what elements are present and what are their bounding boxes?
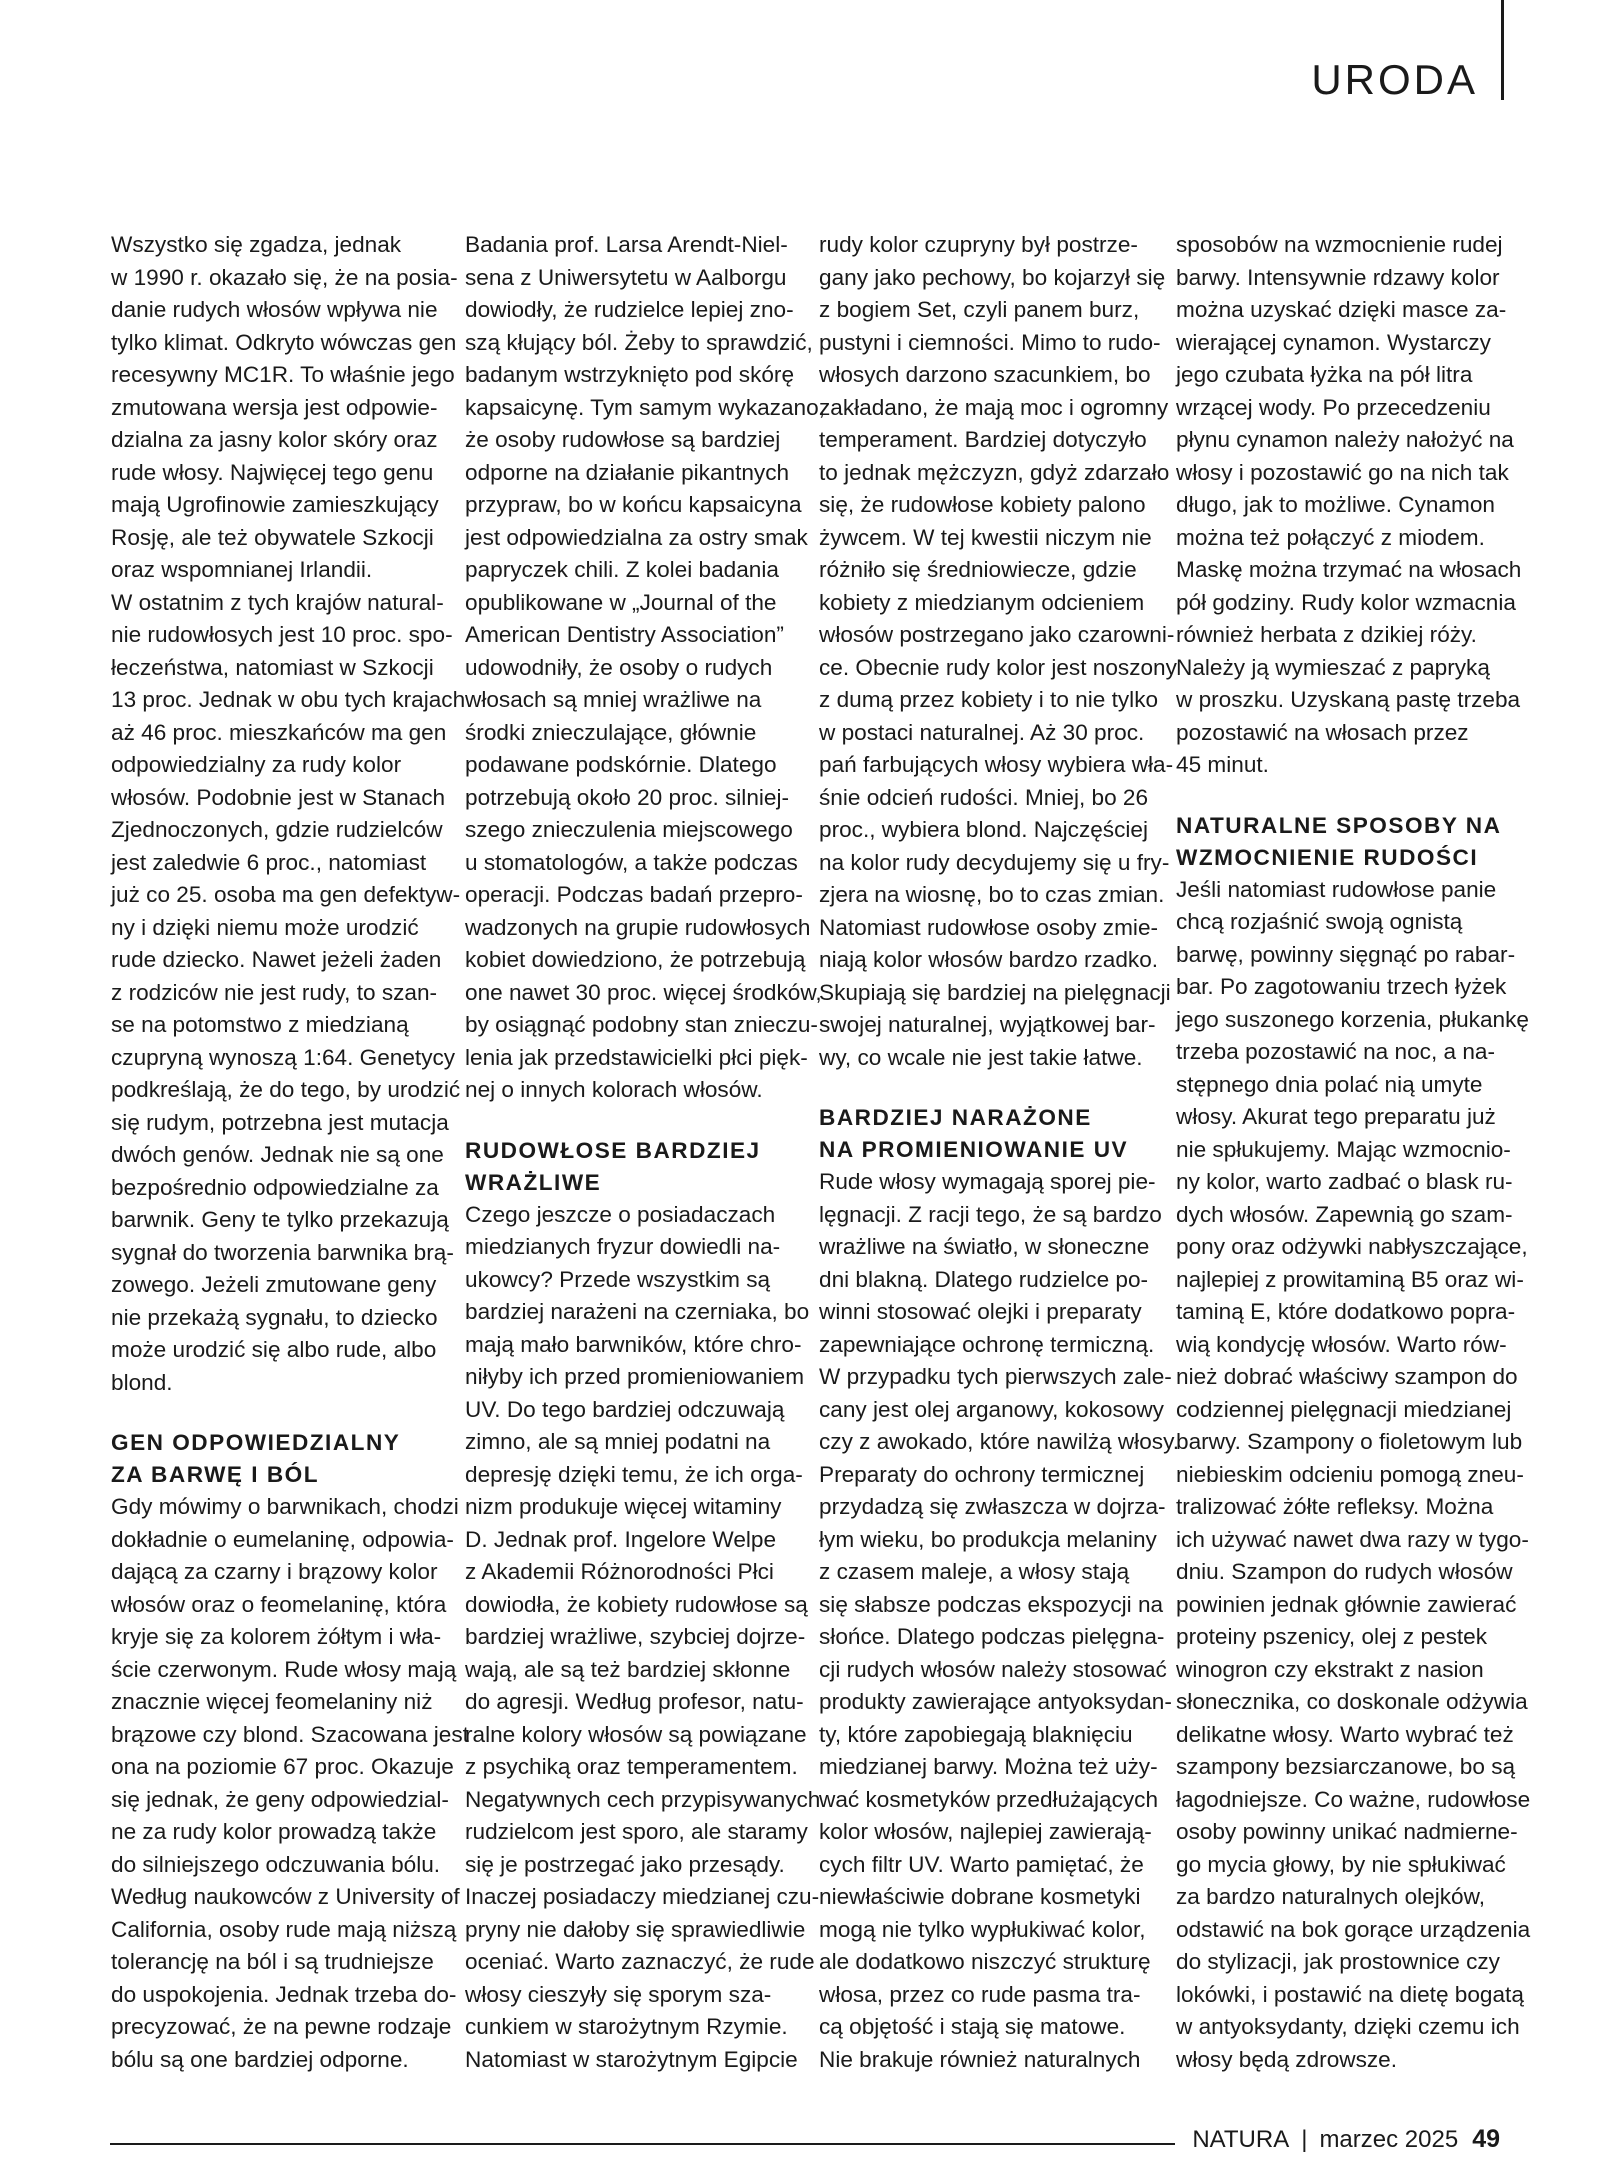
text-line: Nie brakuje również naturalnych bbox=[819, 2046, 1141, 2072]
text-line: dniu. Szampon do rudych włosów bbox=[1176, 1559, 1513, 1584]
text-line: z psychiką oraz temperamentem. bbox=[465, 1754, 798, 1779]
text-line: blond. bbox=[111, 1369, 173, 1395]
text-line: kobiety z miedzianym odcieniem bbox=[819, 589, 1145, 615]
text-line: czupryną wynoszą 1:64. Genetycy bbox=[111, 1044, 456, 1070]
text-line: W ostatnim z tych krajów natural- bbox=[111, 589, 444, 615]
text-line: 45 minut. bbox=[1176, 752, 1269, 777]
text-line: Według naukowców z University of bbox=[111, 1884, 460, 1909]
text-line: łagodniejsze. Co ważne, rudowłose bbox=[1176, 1786, 1531, 1812]
body-paragraph bbox=[819, 229, 1177, 1074]
text-line: wią kondycję włosów. Warto rów- bbox=[1176, 1331, 1507, 1357]
text-line: wadzonych na grupie rudowłosych bbox=[465, 914, 811, 940]
heading-line: GEN ODPOWIEDZIALNY bbox=[111, 1430, 401, 1455]
heading-line: NA PROMIENIOWANIE UV bbox=[819, 1137, 1129, 1162]
text-line: żywcem. W tej kwestii niczym nie bbox=[819, 524, 1152, 550]
text-line: ich używać nawet dwa razy w tygo- bbox=[1176, 1526, 1529, 1552]
text-line: mogą nie tylko wypłukiwać kolor, bbox=[819, 1916, 1146, 1942]
text-line: go mycia głowy, by nie spłukiwać bbox=[1176, 1851, 1506, 1877]
text-line: wrzącej wody. Po przecedzeniu bbox=[1176, 394, 1491, 420]
text-line: Rosję, ale też obywatele Szkocji bbox=[111, 524, 434, 550]
text-line: niają kolor włosów bardzo rzadko. bbox=[819, 947, 1159, 972]
text-line: proteiny pszenicy, olej z pestek bbox=[1176, 1624, 1488, 1649]
text-line: kolor włosów, najlepiej zawierają- bbox=[819, 1819, 1152, 1844]
text-line: D. Jednak prof. Ingelore Welpe bbox=[465, 1526, 777, 1552]
text-line: szampony bezsiarczanowe, bo są bbox=[1176, 1754, 1516, 1779]
text-line: w postaci naturalnej. Aż 30 proc. bbox=[819, 719, 1145, 745]
text-line: można uzyskać dzięki masce za- bbox=[1176, 297, 1507, 322]
text-line: można też połączyć z miodem. bbox=[1176, 524, 1485, 550]
text-line: ale dodatkowo niszczyć strukturę bbox=[819, 1949, 1151, 1974]
text-line: depresję dzięki temu, że ich orga- bbox=[465, 1461, 803, 1487]
text-line: przypraw, bo w końcu kapsaicyna bbox=[465, 492, 802, 517]
text-line: California, osoby rude mają niższą bbox=[111, 1916, 457, 1942]
text-line: zapewniające ochronę termiczną. bbox=[819, 1331, 1155, 1357]
text-line: się słabsze podczas ekspozycji na bbox=[819, 1591, 1164, 1617]
text-line: Gdy mówimy o barwnikach, chodzi bbox=[111, 1494, 459, 1519]
text-line: kobiet dowiedziono, że potrzebują bbox=[465, 947, 806, 972]
text-line: wierającej cynamon. Wystarczy bbox=[1176, 329, 1491, 355]
text-line: Preparaty do ochrony termicznej bbox=[819, 1461, 1145, 1487]
text-line: włosów oraz o feomelaninę, która bbox=[111, 1591, 447, 1617]
text-line: również herbata z dzikiej róży. bbox=[1176, 622, 1477, 647]
text-line: barwę, powinny sięgnąć po rabar- bbox=[1176, 941, 1516, 967]
text-line: recesywny MC1R. To właśnie jego bbox=[111, 362, 455, 387]
text-line: Wszystko się zgadza, jednak bbox=[111, 232, 402, 257]
text-line: włosa, przez co rude pasma tra- bbox=[819, 1981, 1141, 2007]
section-divider-rule bbox=[1501, 0, 1504, 100]
text-line: nej o innych kolorach włosów. bbox=[465, 1077, 763, 1102]
body-paragraph bbox=[1176, 229, 1522, 782]
text-line: włosy i pozostawić go na nich tak bbox=[1176, 459, 1509, 485]
text-line: stępnego dnia polać nią umyte bbox=[1176, 1071, 1483, 1097]
text-line: szą kłujący ból. Żeby to sprawdzić, bbox=[465, 329, 813, 355]
text-line: z dumą przez kobiety i to nie tylko bbox=[819, 687, 1159, 712]
text-line: że osoby rudowłose są bardziej bbox=[465, 427, 781, 452]
text-line: jest zaledwie 6 proc., natomiast bbox=[111, 849, 427, 875]
text-line: zimno, ale są mniej podatni na bbox=[465, 1429, 771, 1454]
section-label: URODA bbox=[1311, 56, 1478, 103]
text-line: dowiodły, że rudzielce lepiej zno- bbox=[465, 297, 794, 322]
text-line: cą objętość i stają się matowe. bbox=[819, 2014, 1126, 2039]
text-line: taminą E, które dodatkowo popra- bbox=[1176, 1299, 1516, 1324]
text-line: niebieskim odcieniu pomogą zneu- bbox=[1176, 1461, 1524, 1487]
text-line: delikatne włosy. Warto wybrać też bbox=[1176, 1721, 1514, 1747]
text-line: to jednak mężczyzn, gdyż zdarzało bbox=[819, 459, 1170, 485]
heading-line: WRAŻLIWE bbox=[465, 1169, 602, 1195]
text-line: Natomiast w starożytnym Egipcie bbox=[465, 2046, 798, 2072]
text-line: Czego jeszcze o posiadaczach bbox=[465, 1201, 776, 1227]
text-line: przydadzą się zwłaszcza w dojrza- bbox=[819, 1494, 1166, 1519]
text-line: rudzielcom jest sporo, ale staramy bbox=[465, 1819, 808, 1844]
text-line: chcą rozjaśnić swoją ognistą bbox=[1176, 909, 1463, 934]
text-line: ukowcy? Przede wszystkim są bbox=[465, 1266, 771, 1292]
text-line: ny kolor, warto zadbać o blask ru- bbox=[1176, 1169, 1513, 1194]
text-line: niewłaściwie dobrane kosmetyki bbox=[819, 1884, 1141, 1909]
text-line: włosów. Podobnie jest w Stanach bbox=[111, 784, 446, 810]
body-paragraph bbox=[1176, 874, 1531, 2077]
text-line: nież dobrać właściwy szampon do bbox=[1176, 1364, 1518, 1389]
text-line: one nawet 30 proc. więcej środków, bbox=[465, 979, 822, 1005]
text-line: bar. Po zagotowaniu trzech łyżek bbox=[1176, 974, 1507, 999]
article-column-1 bbox=[111, 229, 469, 2076]
text-line: powinien jednak głównie zawierać bbox=[1176, 1591, 1517, 1617]
issue-date: marzec 2025 bbox=[1319, 2126, 1459, 2153]
heading-line: BARDZIEJ NARAŻONE bbox=[819, 1105, 1092, 1130]
text-line: za bardzo naturalnych olejków, bbox=[1176, 1884, 1485, 1909]
text-line: kryje się za kolorem żółtym i wła- bbox=[111, 1624, 442, 1649]
text-line: podawane podskórnie. Dlatego bbox=[465, 752, 777, 777]
text-line: się, że rudowłose kobiety palono bbox=[819, 492, 1146, 517]
text-line: Skupiają się bardziej na pielęgnacji bbox=[819, 979, 1171, 1005]
text-line: barwy. Szampony o fioletowym lub bbox=[1176, 1429, 1523, 1454]
text-line: nie przekażą sygnału, to dziecko bbox=[111, 1304, 438, 1330]
text-line: odstawić na bok gorące urządzenia bbox=[1176, 1916, 1531, 1942]
text-line: precyzować, że na pewne rodzaje bbox=[111, 2014, 452, 2039]
text-line: słonecznika, co doskonale odżywia bbox=[1176, 1689, 1528, 1714]
text-line: rude dziecko. Nawet jeżeli żaden bbox=[111, 947, 442, 972]
text-line: badanym wstrzyknięto pod skórę bbox=[465, 362, 795, 387]
text-line: u stomatologów, a także podczas bbox=[465, 849, 798, 875]
text-line: jego suszonego korzenia, płukankę bbox=[1176, 1006, 1529, 1032]
text-line: do agresji. Według profesor, natu- bbox=[465, 1689, 804, 1714]
text-line: 13 proc. Jednak w obu tych krajach bbox=[111, 687, 466, 712]
text-line: do uspokojenia. Jednak trzeba do- bbox=[111, 1981, 457, 2007]
text-line: zakładano, że mają moc i ogromny bbox=[819, 394, 1169, 420]
text-line: nie rudowłosych jest 10 proc. spo- bbox=[111, 622, 453, 647]
text-line: temperament. Bardziej dotyczyło bbox=[819, 427, 1147, 452]
text-line: barwnik. Geny te tylko przekazują bbox=[111, 1207, 449, 1232]
text-line: wy, co wcale nie jest takie łatwe. bbox=[819, 1044, 1143, 1070]
body-paragraph bbox=[819, 1166, 1179, 2076]
text-line: Natomiast rudowłose osoby zmie- bbox=[819, 914, 1159, 940]
text-line: dzialna za jasny kolor skóry oraz bbox=[111, 427, 438, 452]
text-line: dokładnie o eumelaninę, odpowia- bbox=[111, 1526, 454, 1552]
text-line: łym wieku, bo produkcja melaniny bbox=[819, 1526, 1157, 1552]
text-line: ralne kolory włosów są powiązane bbox=[465, 1721, 807, 1747]
text-line: miedzianych fryzur dowiedli na- bbox=[465, 1234, 781, 1259]
text-line: miedzianej barwy. Można też uży- bbox=[819, 1754, 1158, 1779]
text-line: American Dentistry Association” bbox=[465, 622, 784, 647]
text-line: wają, ale są też bardziej skłonne bbox=[465, 1656, 791, 1682]
text-line: dych włosów. Zapewnią go szam- bbox=[1176, 1201, 1513, 1227]
heading-line: ZA BARWĘ I BÓL bbox=[111, 1462, 320, 1487]
text-line: włosach są mniej wrażliwe na bbox=[465, 687, 762, 712]
text-line: zmutowana wersja jest odpowie- bbox=[111, 394, 438, 420]
text-line: już co 25. osoba ma gen defektyw- bbox=[111, 882, 461, 907]
text-line: udowodniły, że osoby o rudych bbox=[465, 654, 773, 680]
text-line: bezpośrednio odpowiedzialne za bbox=[111, 1174, 439, 1200]
text-line: ście czerwonym. Rude włosy mają bbox=[111, 1656, 457, 1682]
text-line: ona na poziomie 67 proc. Okazuje bbox=[111, 1754, 454, 1779]
section-heading bbox=[1176, 810, 1502, 874]
text-line: Badania prof. Larsa Arendt-Niel- bbox=[465, 232, 788, 257]
text-line: bardziej narażeni na czerniaka, bo bbox=[465, 1299, 810, 1324]
text-line: włosów postrzegano jako czarowni- bbox=[819, 622, 1175, 647]
text-line: w antyoksydanty, dzięki czemu ich bbox=[1176, 2014, 1520, 2039]
text-line: dającą za czarny i brązowy kolor bbox=[111, 1559, 438, 1584]
text-line: trzeba pozostawić na noc, a na- bbox=[1176, 1039, 1496, 1064]
text-line: włosy. Akurat tego preparatu już bbox=[1176, 1104, 1496, 1129]
text-line: oraz wspomnianej Irlandii. bbox=[111, 557, 373, 582]
text-line: pustyni i ciemności. Mimo to rudo- bbox=[819, 329, 1161, 355]
text-line: bardziej wrażliwe, szybciej dojrze- bbox=[465, 1624, 806, 1649]
text-line: lenia jak przedstawicielki płci pięk- bbox=[465, 1044, 808, 1070]
text-line: podkreślają, że do tego, by urodzić bbox=[111, 1077, 461, 1102]
text-line: pryny nie dałoby się sprawiedliwie bbox=[465, 1916, 806, 1942]
text-line: słońce. Dlatego podczas pielęgna- bbox=[819, 1624, 1165, 1649]
text-line: Jeśli natomiast rudowłose panie bbox=[1176, 876, 1497, 902]
text-line: może urodzić się albo rude, albo bbox=[111, 1337, 437, 1362]
text-line: barwy. Intensywnie rdzawy kolor bbox=[1176, 264, 1500, 290]
text-line: ne za rudy kolor prowadzą także bbox=[111, 1819, 437, 1844]
text-line: codziennej pielęgnacji miedzianej bbox=[1176, 1396, 1512, 1422]
text-line: cany jest olej arganowy, kokosowy bbox=[819, 1396, 1164, 1422]
text-line: z rodziców nie jest rudy, to szan- bbox=[111, 979, 438, 1005]
text-line: śnie odcień rudości. Mniej, bo 26 bbox=[819, 784, 1149, 810]
text-line: cji rudych włosów należy stosować bbox=[819, 1656, 1167, 1682]
text-line: na kolor rudy decydujemy się u fry- bbox=[819, 849, 1170, 875]
text-line: zjera na wiosnę, bo to czas zmian. bbox=[819, 882, 1165, 907]
text-line: czy z awokado, które nawilżą włosy. bbox=[819, 1429, 1179, 1454]
text-line: winni stosować olejki i preparaty bbox=[819, 1299, 1142, 1324]
text-line: tolerancję na ból i są trudniejsze bbox=[111, 1949, 434, 1974]
text-line: tralizować żółte refleksy. Można bbox=[1176, 1494, 1494, 1519]
body-paragraph bbox=[465, 1199, 821, 2077]
text-line: dni blakną. Dlatego rudzielce po- bbox=[819, 1266, 1149, 1292]
text-line: aż 46 proc. mieszkańców ma gen bbox=[111, 719, 447, 745]
text-line: do stylizacji, jak prostownice czy bbox=[1176, 1949, 1500, 1974]
heading-line: RUDOWŁOSE BARDZIEJ bbox=[465, 1137, 761, 1163]
article-column-3 bbox=[819, 229, 1179, 2076]
text-line: Zjednoczonych, gdzie rudzielców bbox=[111, 817, 443, 842]
text-line: włosy cieszyły się sporym sza- bbox=[465, 1981, 772, 2007]
text-line: cych filtr UV. Warto pamiętać, że bbox=[819, 1851, 1144, 1877]
text-line: sena z Uniwersytetu w Aalborgu bbox=[465, 264, 787, 290]
body-paragraph bbox=[111, 229, 466, 1399]
text-line: włosy będą zdrowsze. bbox=[1176, 2046, 1398, 2072]
text-line: lęgnacji. Z racji tego, że są bardzo bbox=[819, 1201, 1162, 1227]
text-line: bólu są one bardziej odporne. bbox=[111, 2046, 409, 2072]
text-line: pół godziny. Rudy kolor wzmacnia bbox=[1176, 589, 1516, 615]
text-line: się rudym, potrzebna jest mutacja bbox=[111, 1109, 449, 1135]
text-line: Należy ją wymieszać z papryką bbox=[1176, 654, 1490, 680]
footer-rule bbox=[110, 2143, 1175, 2145]
text-line: mają mało barwników, które chro- bbox=[465, 1331, 802, 1357]
text-line: kapsaicynę. Tym samym wykazano, bbox=[465, 394, 825, 420]
text-line: ny i dzięki niemu może urodzić bbox=[111, 914, 419, 940]
text-line: włosych darzono szacunkiem, bo bbox=[819, 362, 1151, 387]
text-line: Maskę można trzymać na włosach bbox=[1176, 557, 1522, 582]
text-line: potrzebują około 20 proc. silniej- bbox=[465, 784, 790, 810]
text-line: do silniejszego odczuwania bólu. bbox=[111, 1851, 441, 1877]
text-line: najlepiej z prowitaminą B5 oraz wi- bbox=[1176, 1266, 1524, 1292]
text-line: ce. Obecnie rudy kolor jest noszony bbox=[819, 654, 1177, 680]
heading-line: NATURALNE SPOSOBY NA bbox=[1176, 812, 1502, 838]
text-line: w proszku. Uzyskaną pastę trzeba bbox=[1176, 687, 1521, 712]
text-line: se na potomstwo z miedzianą bbox=[111, 1012, 409, 1037]
text-line: Rude włosy wymagają sporej pie- bbox=[819, 1169, 1156, 1194]
text-line: cunkiem w starożytnym Rzymie. bbox=[465, 2014, 788, 2039]
text-line: z czasem maleje, a włosy stają bbox=[819, 1559, 1130, 1584]
text-line: się je postrzegać jako przesądy. bbox=[465, 1851, 785, 1877]
footer-separator: | bbox=[1301, 2126, 1308, 2153]
article-column-2 bbox=[465, 229, 825, 2076]
text-line: szego znieczulenia miejscowego bbox=[465, 817, 793, 842]
text-line: niłyby ich przed promieniowaniem bbox=[465, 1364, 805, 1389]
text-line: oceniać. Warto zaznaczyć, że rude bbox=[465, 1949, 815, 1974]
text-line: winogron czy ekstrakt z nasion bbox=[1176, 1656, 1484, 1682]
text-line: odpowiedzialny za rudy kolor bbox=[111, 752, 402, 777]
page-footer bbox=[1192, 2125, 1500, 2154]
body-paragraph bbox=[111, 1491, 469, 2076]
text-line: papryczek chili. Z kolei badania bbox=[465, 557, 779, 582]
text-line: sposobów na wzmocnienie rudej bbox=[1176, 232, 1503, 257]
section-heading bbox=[819, 1102, 1137, 1166]
text-line: długo, jak to możliwe. Cynamon bbox=[1176, 492, 1495, 517]
text-line: rude włosy. Najwięcej tego genu bbox=[111, 459, 434, 485]
text-line: środki znieczulające, głównie bbox=[465, 719, 757, 745]
text-line: z bogiem Set, czyli panem burz, bbox=[819, 297, 1140, 322]
text-line: płynu cynamon należy nałożyć na bbox=[1176, 427, 1514, 452]
text-line: UV. Do tego bardziej odczuwają bbox=[465, 1396, 785, 1422]
section-heading bbox=[111, 1427, 429, 1491]
page-number: 49 bbox=[1472, 2125, 1500, 2153]
text-line: się jednak, że geny odpowiedzial- bbox=[111, 1786, 449, 1812]
text-line: nizm produkuje więcej witaminy bbox=[465, 1494, 782, 1519]
text-line: nie spłukujemy. Mając wzmocnio- bbox=[1176, 1136, 1511, 1162]
text-line: jego czubata łyżka na pół litra bbox=[1176, 362, 1473, 387]
text-line: danie rudych włosów wpływa nie bbox=[111, 297, 438, 322]
text-line: proc., wybiera blond. Najczęściej bbox=[819, 817, 1149, 842]
heading-line: WZMOCNIENIE RUDOŚCI bbox=[1176, 844, 1479, 870]
text-line: gany jako pechowy, bo kojarzył się bbox=[819, 264, 1166, 290]
text-line: wać kosmetyków przedłużających bbox=[819, 1786, 1159, 1812]
text-line: W przypadku tych pierwszych zale- bbox=[819, 1364, 1172, 1389]
text-line: Inaczej posiadaczy miedzianej czu- bbox=[465, 1884, 820, 1909]
text-line: łeczeństwa, natomiast w Szkocji bbox=[111, 654, 434, 680]
text-line: jest odpowiedzialna za ostry smak bbox=[465, 524, 808, 550]
text-line: pony oraz odżywki nabłyszczające, bbox=[1176, 1234, 1528, 1259]
text-line: by osiągnąć podobny stan znieczu- bbox=[465, 1012, 818, 1037]
text-line: osoby powinny unikać nadmierne- bbox=[1176, 1819, 1518, 1844]
text-line: operacji. Podczas badań przepro- bbox=[465, 882, 803, 907]
text-line: tylko klimat. Odkryto wówczas gen bbox=[111, 329, 457, 355]
text-line: zowego. Jeżeli zmutowane geny bbox=[111, 1272, 437, 1297]
text-line: w 1990 r. okazało się, że na posia- bbox=[111, 264, 458, 290]
text-line: mają Ugrofinowie zamieszkujący bbox=[111, 492, 439, 517]
text-line: opublikowane w „Journal of the bbox=[465, 589, 777, 615]
text-line: Negatywnych cech przypisywanych bbox=[465, 1786, 821, 1812]
article-column-4 bbox=[1176, 229, 1531, 2076]
text-line: pozostawić na włosach przez bbox=[1176, 719, 1469, 745]
magazine-name: NATURA bbox=[1192, 2126, 1290, 2153]
text-line: sygnał do tworzenia barwnika brą- bbox=[111, 1239, 454, 1265]
text-line: swojej naturalnej, wyjątkowej bar- bbox=[819, 1012, 1156, 1037]
text-line: różniło się średniowiecze, gdzie bbox=[819, 557, 1137, 582]
text-line: ty, które zapobiegają blaknięciu bbox=[819, 1721, 1133, 1747]
text-line: z Akademii Różnorodności Płci bbox=[465, 1559, 774, 1584]
text-line: rudy kolor czupryny był postrze- bbox=[819, 232, 1138, 257]
text-line: pań farbujących włosy wybiera wła- bbox=[819, 752, 1174, 777]
text-line: lokówki, i postawić na dietę bogatą bbox=[1176, 1981, 1524, 2007]
body-paragraph bbox=[465, 229, 825, 1107]
text-line: dwóch genów. Jednak nie są one bbox=[111, 1142, 444, 1167]
text-line: odporne na działanie pikantnych bbox=[465, 459, 790, 485]
text-line: wrażliwe na światło, w słoneczne bbox=[819, 1234, 1150, 1259]
text-line: znacznie więcej feomelaniny niż bbox=[111, 1689, 433, 1714]
text-line: brązowe czy blond. Szacowana jest bbox=[111, 1721, 469, 1747]
text-line: dowiodła, że kobiety rudowłose są bbox=[465, 1591, 808, 1617]
text-line: produkty zawierające antyoksydan- bbox=[819, 1689, 1172, 1714]
section-heading bbox=[465, 1135, 783, 1199]
